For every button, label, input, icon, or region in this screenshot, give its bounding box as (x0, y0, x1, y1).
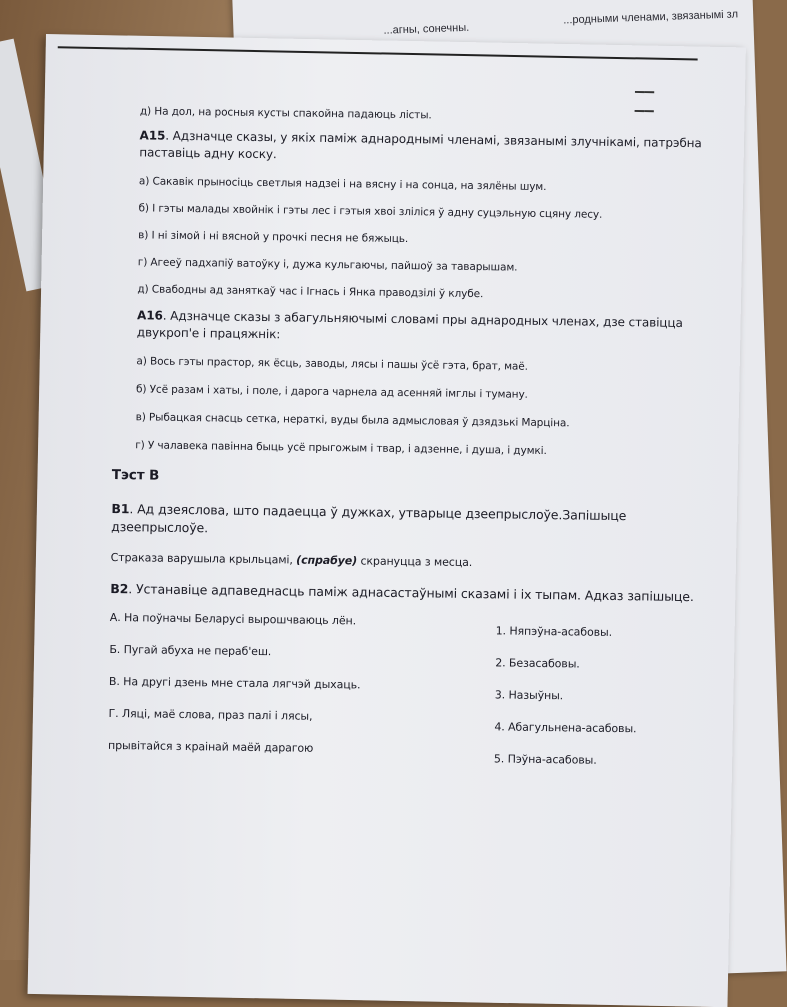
b2-type-4: 4. Абагульнена-асабовы. (494, 720, 637, 736)
question-b2-label: В2 (110, 580, 129, 597)
b2-type-5: 5. Пэўна-асабовы. (493, 752, 597, 767)
a15-option-a: а) Сакавік прыносіць светлыя надзеі і на вясну і на сонца, на зялёны шум. (138, 175, 547, 194)
a15-option-d: д) Свабодны ад заняткаў час і Ігнась і Янка праводзілі ў клубе. (137, 283, 484, 301)
underlying-text-2: ...родными членами, звязанымі зл (563, 8, 739, 27)
question-b2 (110, 581, 694, 604)
a15-option-v: в) І ні зімой і ні вясной у прочкі песня не бяжыць. (138, 229, 409, 246)
handwritten-mark: —— —— (634, 81, 655, 120)
a15-option-b: б) І гэты малады хвойнік і гэты лес і гэтыя хвоі зліліся ў адну суцэльную сцяну лесу. (138, 202, 603, 221)
section-title-test-b: Тэст В (111, 466, 160, 484)
a16-option-a: а) Вось гэты прастор, як ёсць, заводы, лясы і пашы ўсё гэта, брат, маё. (136, 355, 528, 373)
a16-option-g: г) У чалавека павінна быць усё прыгожым і твар, і адзенне, і душа, і думкі. (135, 439, 547, 458)
question-b2-text: . Устанавіце адпаведнасць паміж аднасастаўнымі сказамі і іх тыпам. Адказ запішыце. (128, 581, 694, 605)
b2-sentence-g-line-2: прывітайся з краінай маёй дарагою (107, 738, 314, 755)
question-b1-text-2: дзеепрыслоўе. (111, 518, 209, 536)
question-a15-text: . Адзначце сказы, у якіх паміж аднароднымі членамі, звязанымі злучнікамі, патрэбна (165, 128, 702, 151)
question-a15-label: А15 (139, 128, 166, 143)
b1-sentence (111, 551, 473, 569)
question-b1-label: В1 (111, 500, 130, 517)
a15-option-g: г) Агееў падхапіў ватоўку і, дужа кульгаючы, пайшоў за таварышам. (137, 256, 518, 274)
a16-option-b: б) Усё разам і хаты, і поле, і дарога чарнела ад асенняй імглы і туману. (135, 383, 528, 401)
b1-sentence-end: скрануцца з месца. (357, 554, 473, 570)
sheet-content (33, 34, 746, 1004)
b2-sentence-g-line-1: Г. Ляці, маё слова, праз палі і лясы, (108, 706, 313, 723)
b2-type-1: 1. Няпэўна-асабовы. (495, 624, 613, 639)
b2-sentence-b: Б. Пугай абуха не пераб'еш. (109, 642, 272, 659)
b2-sentence-a: А. На поўначы Беларусі вырошчваюць лён. (109, 610, 357, 628)
a14-option-d: д) На дол, на росныя кусты спакойна падаюць лісты. (139, 105, 432, 122)
b2-type-2: 2. Безасабовы. (495, 656, 580, 671)
b1-verb-hint: (спрабуе) (296, 553, 358, 568)
a16-option-v: в) Рыбацкая снасць сетка, нераткі, вуды была адмысловая ў дзядзькі Марціна. (135, 411, 570, 430)
question-a16-text-2: двукроп'е і працяжнік: (136, 325, 281, 342)
b2-type-3: 3. Назыўны. (494, 688, 564, 703)
underlying-text-1: ...агны, сонечны. (383, 21, 470, 37)
test-sheet (28, 34, 746, 1007)
question-b1-text: . Ад дзеяслова, што падаецца ў дужках, утварыце дзеепрыслоўе.Запішыце (129, 501, 627, 524)
question-a15-text-2: паставіць адну коску. (139, 145, 277, 162)
question-a16-text: . Адзначце сказы з абагульняючымі словамі пры аднародных членах, дзе ставіцца (162, 308, 683, 330)
question-a16-label: А16 (136, 308, 163, 323)
b1-sentence-start: Страказа варушыла крыльцамі, (110, 550, 297, 567)
b2-sentence-v: В. На другі дзень мне стала лягчэй дыхаць. (108, 674, 361, 692)
